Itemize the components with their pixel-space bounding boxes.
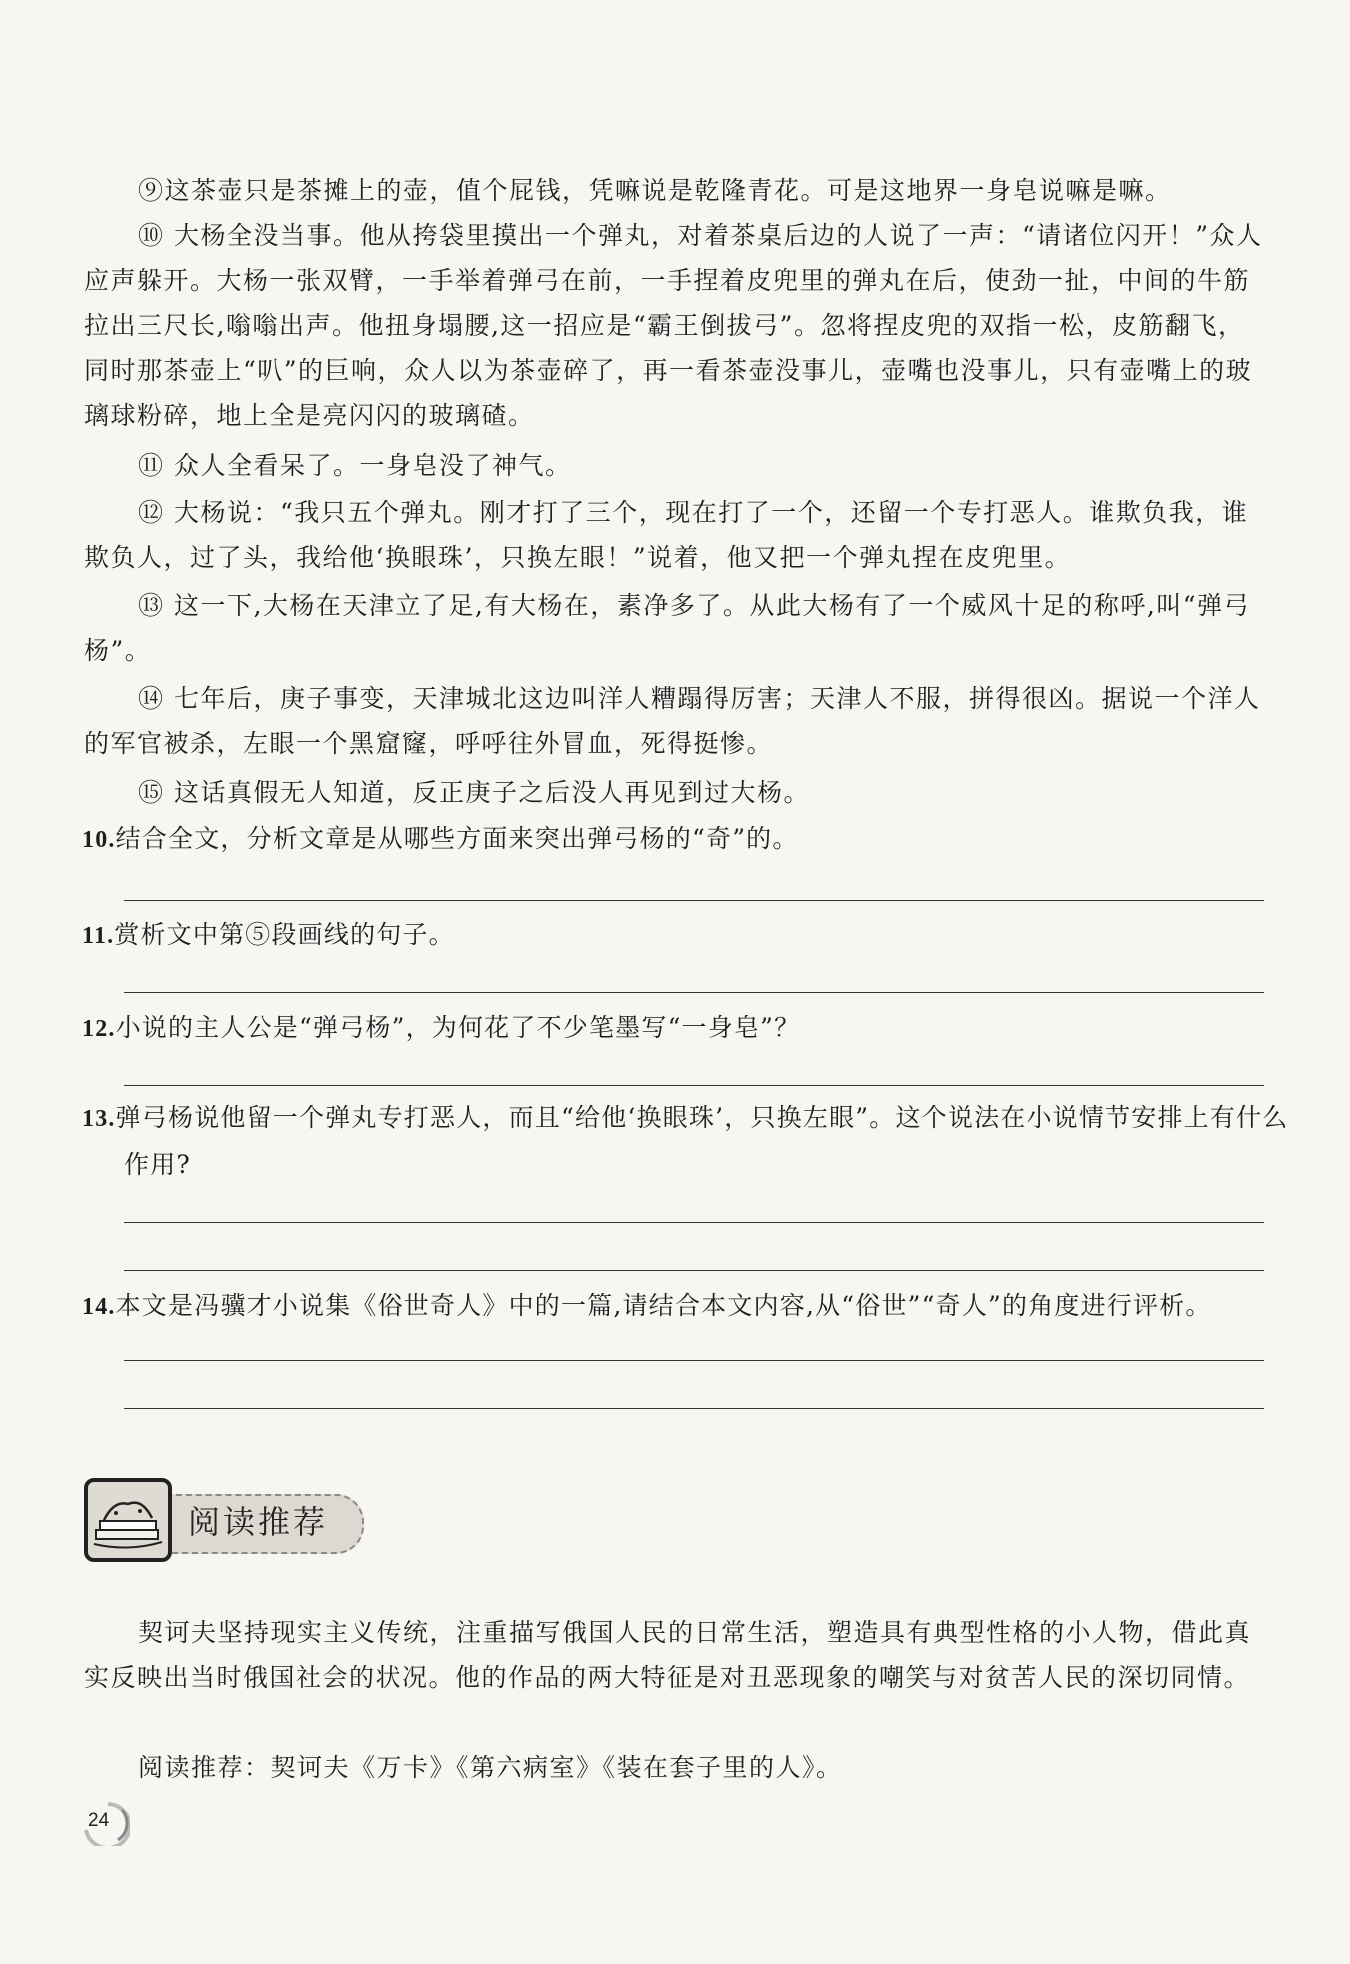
question-14 xyxy=(82,1283,1314,1330)
banner-title: 阅读推荐 xyxy=(188,1503,329,1541)
question-13 xyxy=(82,1095,1314,1187)
paragraph-9: ⑨这茶壶只是茶摊上的壶，值个屁钱，凭嘛说是乾隆青花。可是这地界一身皂说嘛是嘛。 xyxy=(138,176,1172,205)
question-text: 赏析文中第⑤段画线的句子。 xyxy=(114,920,455,949)
book-stack-icon xyxy=(84,1478,172,1562)
paragraph-10: ⑩ 大杨全没当事。他从挎袋里摸出一个弹丸，对着茶桌后边的人说了一声：“请诸位闪开！”众人应声躲开。大杨一张双臂，一手举着弹弓在前，一手捏着皮兜里的弹丸在后，使劲一扯，中间的牛筋拉出三尺长,嗡嗡出声。他扭身塌腰,这一招应是“霸王倒拔弓”。忽将捏皮兜的双指一松，皮筋翻飞，同时那茶壶上“叭”的巨响，众人以为茶壶碎了，再一看茶壶没事儿，壶嘴也没事儿，只有壶嘴上的玻璃球粉碎，地上全是亮闪闪的玻璃碴。 xyxy=(84,221,1263,430)
question-10 xyxy=(82,816,1314,863)
page-number-badge xyxy=(78,1800,130,1846)
question-number: 11. xyxy=(82,923,115,949)
question-text: 本文是冯骥才小说集《俗世奇人》中的一篇,请结合本文内容,从“俗世”“奇人”的角度进行评析。 xyxy=(115,1291,1212,1320)
paragraph-11: ⑪ 众人全看呆了。一身皂没了神气。 xyxy=(138,451,572,480)
answer-line[interactable] xyxy=(124,1222,1264,1223)
question-number: 14. xyxy=(82,1294,116,1320)
paragraph-14: ⑭ 七年后，庚子事变，天津城北这边叫洋人糟蹋得厉害；天津人不服，拼得很凶。据说一个洋人的军官被杀，左眼一个黑窟窿，呼呼往外冒血，死得挺惨。 xyxy=(84,684,1261,758)
answer-line[interactable] xyxy=(124,900,1264,901)
question-text: 弹弓杨说他留一个弹丸专打恶人，而且“给他‘换眼珠’，只换左眼”。这个说法在小说情节安排上有什么作用? xyxy=(115,1103,1289,1179)
answer-line[interactable] xyxy=(124,1408,1264,1409)
question-11 xyxy=(82,912,1314,959)
question-number: 13. xyxy=(82,1106,116,1132)
recommendation-paragraph: 契诃夫坚持现实主义传统，注重描写俄国人民的日常生活，塑造具有典型性格的小人物，借此真实反映出当时俄国社会的状况。他的作品的两大特征是对丑恶现象的嘲笑与对贫苦人民的深切同情。 xyxy=(84,1618,1252,1692)
question-text: 小说的主人公是“弹弓杨”，为何花了不少笔墨写“一身皂”？ xyxy=(115,1013,801,1042)
question-number: 10. xyxy=(82,827,116,853)
question-text: 结合全文，分析文章是从哪些方面来突出弹弓杨的“奇”的。 xyxy=(115,824,799,853)
paragraph-15: ⑮ 这话真假无人知道，反正庚子之后没人再见到过大杨。 xyxy=(138,778,810,807)
question-number: 12. xyxy=(82,1016,116,1042)
answer-line[interactable] xyxy=(124,1270,1264,1271)
question-12 xyxy=(82,1005,1314,1052)
page-number: 24 xyxy=(88,1810,110,1831)
section-banner xyxy=(84,1478,374,1568)
recommendation-list: 阅读推荐：契诃夫《万卡》《第六病室》《装在套子里的人》。 xyxy=(138,1753,843,1782)
answer-line[interactable] xyxy=(124,992,1264,993)
answer-line[interactable] xyxy=(124,1360,1264,1361)
paragraph-13: ⑬ 这一下,大杨在天津立了足,有大杨在，素净多了。从此大杨有了一个威风十足的称呼,叫“弹弓杨”。 xyxy=(84,591,1251,665)
paragraph-12: ⑫ 大杨说：“我只五个弹丸。刚才打了三个，现在打了一个，还留一个专打恶人。谁欺负我，谁欺负人，过了头，我给他‘换眼珠’，只换左眼！”说着，他又把一个弹丸捏在皮兜里。 xyxy=(84,498,1249,572)
answer-line[interactable] xyxy=(124,1085,1264,1086)
